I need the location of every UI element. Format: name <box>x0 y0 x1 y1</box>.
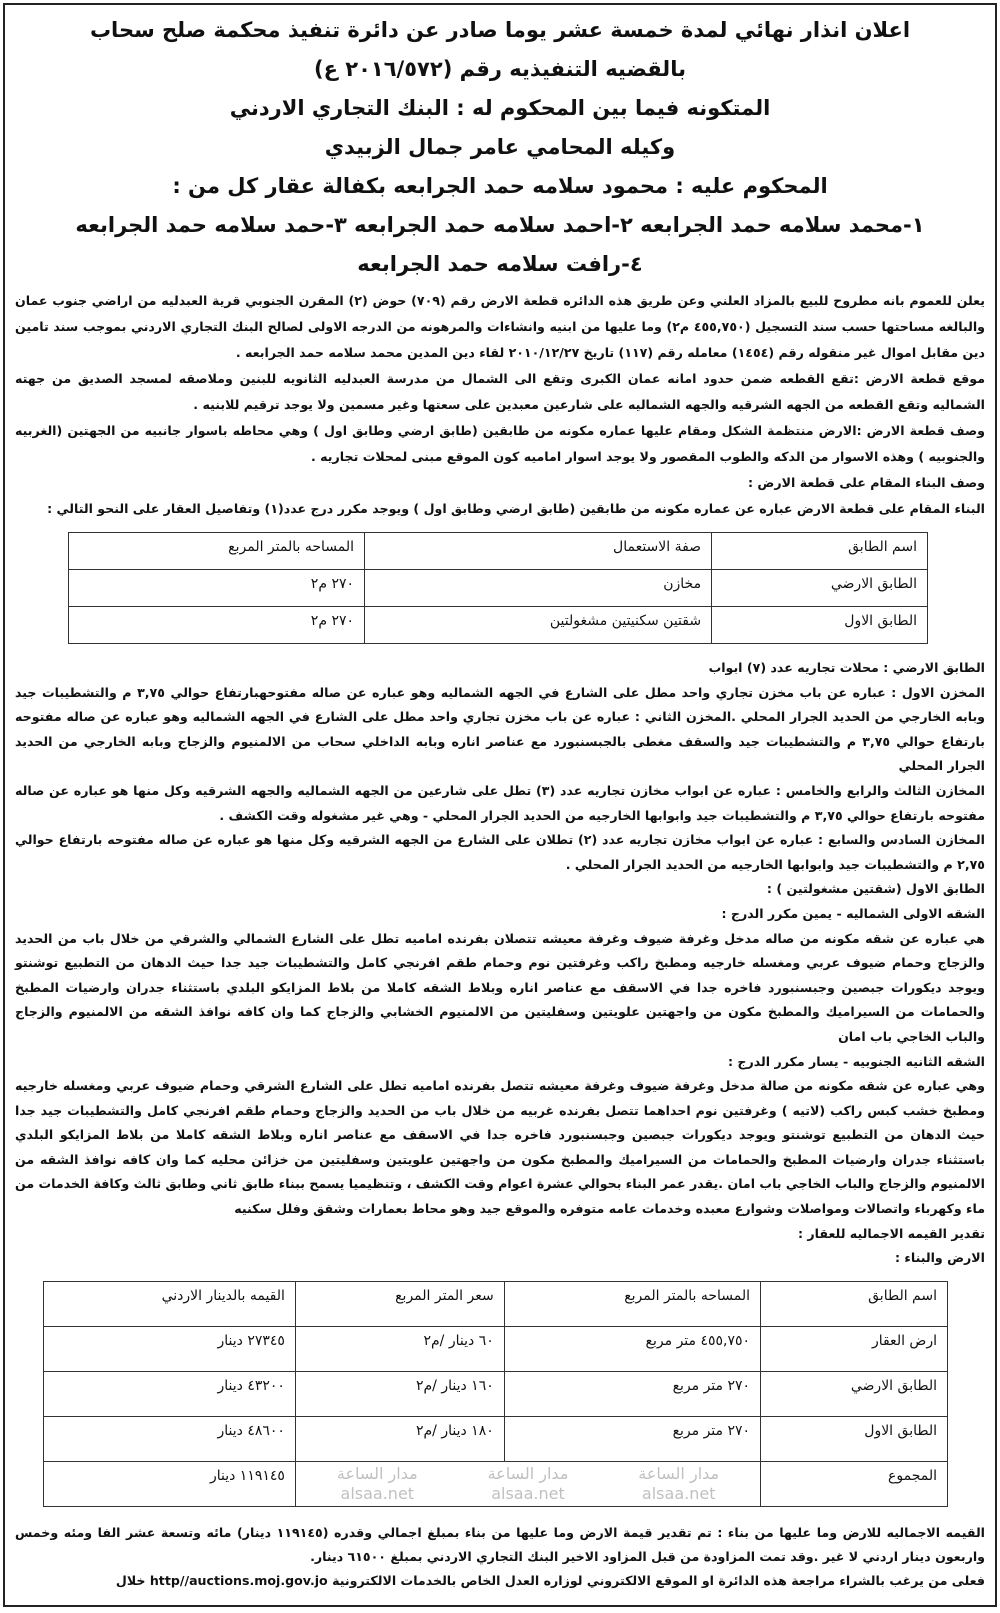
notice-frame <box>3 3 997 1607</box>
table-header-cell: القيمه بالدينار الاردني <box>44 1281 296 1326</box>
table-total-row <box>44 1461 948 1506</box>
table-cell: ٦٠ دينار /م٢ <box>295 1326 504 1371</box>
watermark-group <box>302 1464 754 1504</box>
paragraph: يعلن للعموم بانه مطروح للبيع بالمزاد العلني وعن طريق هذه الدائره قطعة الارض رقم (٧٠٩) حوض (٢) المقرن الجنوبي قرية العبدليه من اراضي جنوب عمان والبالغه مساحتها حسب سند التسجيل (٤٥٥,٧٥٠ م٢) وما عليها من ابنيه وانشاءات والمرهونه من الدرجه الاولى لصالح البنك التجاري الاردني بموجب سند تامين دين مقابل اموال غير منقوله رقم (١٤٥٤) معامله رقم (١١٧) تاريخ ٢٠١٠/١٢/٢٧ لقاء دين المدين محمد سلامه حمد الجرابعه . <box>15 293 986 360</box>
watermark <box>337 1464 418 1504</box>
table-cell: ٢٧٠ متر مربع <box>504 1416 760 1461</box>
paragraph: الطابق الاول (شقتين مشغولتين ) : <box>766 881 985 897</box>
table-row <box>69 570 928 607</box>
table-cell: ٢٧٠ متر مربع <box>504 1371 760 1416</box>
header-line: بالقضيه التنفيذيه رقم (٢٠١٦/٥٧٢ ع) <box>314 57 686 81</box>
table-cell: ١٦٠ دينار /م٢ <box>295 1371 504 1416</box>
paragraph: تقدير القيمه الاجماليه للعقار : <box>797 1225 985 1241</box>
table-cell: ٤٨٦٠٠ دينار <box>44 1416 296 1461</box>
header-line: المحكوم عليه : محمود سلامه حمد الجرابعه بكفالة عقار كل من : <box>172 174 828 198</box>
empty-cell <box>295 1461 760 1506</box>
watermark-line: alsaa.net <box>340 1483 415 1503</box>
table-header-cell: صفة الاستعمال <box>365 533 712 570</box>
watermark-line: alsaa.net <box>491 1483 565 1503</box>
table-header-cell: المساحه بالمتر المربع <box>504 1281 760 1326</box>
watermark-line: مدار الساعة <box>336 1463 418 1483</box>
total-label: المجموع <box>761 1461 948 1506</box>
valuation-table <box>43 1281 948 1507</box>
paragraph: المخزن الاول : عباره عن باب مخزن تجاري واحد مطل على الشارع في الجهه الشماليه وهو عباره عن صاله مفتوحهبارتفاع حوالي ٣,٧٥ م والتشطيبات جيد وبابه الخارجي من الحديد الجرار المحلي .المخزن الثاني : عباره عن باب مخزن تجاري واحد مطل على الشارع في الجهه الشماليه وهو عباره عن صاله مفتوحه بارتفاع حوالي ٣,٧٥ م والتشطيبات جيد والسقف مغطى بالجبسنبورد مع عناصر اناره وبابه الداخلي سحاب من الالمنيوم والزجاج وبابه الخارجي من الحديد الجرار المحلي <box>15 684 985 774</box>
table-cell: مخازن <box>365 570 712 607</box>
table-header-row <box>69 533 928 570</box>
header-line: اعلان انذار نهائي لمدة خمسة عشر يوما صادر عن دائرة تنفيذ محكمة صلح سحاب <box>89 18 911 42</box>
total-value: ١١٩١٤٥ دينار <box>44 1461 296 1506</box>
paragraph: وصف قطعة الارض :الارض منتظمة الشكل ومقام عليها عماره مكونه من طابقين (طابق ارضي وطابق اول ) وهي محاطه باسوار جانبيه من الجهتين (الغربيه والجنوبيه ) وهذه الاسوار من الدكه والطوب المقصور ولا يوجد اسوار اماميه كون الموقع مبنى لمحلات تجاريه . <box>15 423 985 464</box>
floors-table <box>68 532 928 644</box>
header-line: وكيله المحامي عامر جمال الزبيدي <box>324 135 676 159</box>
watermark-line: alsaa.net <box>641 1483 716 1503</box>
table-row <box>44 1416 948 1461</box>
paragraph: موقع قطعة الارض :تقع القطعه ضمن حدود امانه عمان الكبرى وتقع الى الشمال من مدرسة العبدليه الثانويه للبنين وملاصقه لمسجد الصديق من جهته الشماليه وتقع القطعه من الجهه الشرقيه والجهه الشماليه على شارعين معبدين على سعتها وغير مسمين ولا يوجد ترقيم للابنيه . <box>15 371 985 412</box>
table-cell: شقتين سكنيتين مشغولتين <box>365 607 712 644</box>
watermark-line: مدار الساعة <box>638 1463 720 1483</box>
paragraph: الشقه الاولى الشماليه - يمين مكرر الدرج : <box>721 905 985 921</box>
watermark-line: مدار الساعة <box>487 1463 569 1483</box>
building-details <box>15 656 985 1271</box>
table-cell: ٤٥٥,٧٥٠ متر مربع <box>504 1326 760 1371</box>
header-line: ١-محمد سلامه حمد الجرابعه ٢-احمد سلامه حمد الجرابعه ٣-حمد سلامه حمد الجرابعه <box>75 213 925 237</box>
table-header-cell: اسم الطابق <box>761 1281 948 1326</box>
paragraph: الارض والبناء : <box>894 1250 985 1266</box>
table-header-cell: المساحه بالمتر المربع <box>69 533 365 570</box>
paragraph: فعلى من يرغب بالشراء مراجعة هذه الدائرة او الموقع الالكتروني لوزاره العدل الخاص بالخدمات الالكترونية http//auctions.moj.gov.jo خلال <box>115 1572 985 1588</box>
table-header-cell: سعر المتر المربع <box>295 1281 504 1326</box>
table-cell: ٢٧٠ م٢ <box>69 570 365 607</box>
table-row <box>44 1326 948 1371</box>
notice-header <box>15 11 985 284</box>
paragraph: الطابق الارضي : محلات تجاريه عدد (٧) ابواب <box>708 660 985 675</box>
table-cell: ١٨٠ دينار /م٢ <box>295 1416 504 1461</box>
paragraph: المخازن الثالث والرابع والخامس : عباره عن ابواب مخازن تجاريه عدد (٣) تطل على شارعين من الجهه الشماليه والجهه الشرقيه وكل منها هو عباره عن صاله مفتوحه بارتفاع حوالي ٣,٧٥ م والتشطيبات جيد وابوابها الخارجيه من الحديد الجرار المحلي - وهي غير مشغوله وقت الكشف . <box>15 782 985 823</box>
table-cell: الطابق الاول <box>712 607 928 644</box>
table-cell: ٢٧٣٤٥ دينار <box>44 1326 296 1371</box>
paragraph: الشقه الثانيه الجنوبيه - يسار مكرر الدرج : <box>728 1053 985 1069</box>
header-line: المتكونه فيما بين المحكوم له : البنك التجاري الاردني <box>229 96 771 120</box>
paragraph: المخازن السادس والسابع : عباره عن ابواب مخازن تجاريه عدد (٢) تطلان على الشارع من الجهه الشرقيه وكل منها هو عباره عن صاله مفتوحه بارتفاع حوالي ٢,٧٥ م والتشطيبات جيد وابوابها الخارجيه من الحديد الجرار المحلي . <box>15 832 985 872</box>
table-cell: ٢٧٠ م٢ <box>69 607 365 644</box>
paragraph: وصف البناء المقام على قطعة الارض : <box>748 475 985 490</box>
table-cell: الطابق الارضي <box>712 570 928 607</box>
watermark <box>488 1464 569 1504</box>
header-line: ٤-رافت سلامه حمد الجرابعه <box>357 252 643 276</box>
paragraph: هي عباره عن شقه مكونه من صاله مدخل وغرفة ضيوف وغرفة معيشه تتصلان بفرنده اماميه تطل على الشارع الشمالي والشرقي من خلال باب من الحديد والزجاج وحمام ضيوف عربي ومغسله خارجيه ومطبخ راكب وغرفتين نوم وحمام طقم افرنجي كامل والتشطيبات جيد جدا حيث الدهان من التطبيع توشنتو ويوجد ديكورات جبصين وجبسنبورد فاخره جدا في الاسقف مع عناصر اناره وبلاط الشقه كاملا من بلاط المزايكو البلدي باستثناء جدران وارضيات المطبخ والحمامات من السيراميك والمطبخ مكون من واجهتين علويتين وسفليتين من الالمنيوم الخشابي والزجاج كما وان كافه نوافذ الشقه من الالمنيوم والزجاج والباب الخاجي باب امان <box>15 930 985 1044</box>
table-header-cell: اسم الطابق <box>712 533 928 570</box>
table-row <box>69 607 928 644</box>
paragraph: القيمه الاجماليه للارض وما عليها من بناء : تم تقدير قيمة الارض وما عليها من بناء بمبلغ اجمالي وقدره (١١٩١٤٥ دينار) مائه وتسعة عشر الفا ومئه وخمس واربعون دينار اردني لا غير .وقد تمت المزاودة من قبل المزاود الاخير البنك التجاري الاردني بمبلغ ٦١٥٠٠ دينار. <box>15 1524 985 1564</box>
paragraph: وهي عباره عن شقه مكونه من صالة مدخل وغرفة ضيوف وغرفة معيشه تتصل بفرنده اماميه تطل على الشارع الشرقي وحمام ضيوف عربي ومغسله خارجيه ومطبخ خشب كبس راكب (لاتيه ) وغرفتين نوم احداهما تتصل بفرنده غربيه من خلال باب من الحديد والزجاج وحمام طقم افرنجي كامل والتشطيبات جيد جدا حيث الدهان من التطبيع توشنتو ويوجد ديكورات جبصين وجبسنبورد فاخره جدا في الاسقف مع عناصر اناره وبلاط الشقه كاملا من بلاط المزايكو البلدي باستثناء جدران وارضيات المطبخ والحمامات من السيراميك والمطبخ مكون من واجهتين علويتين وسفليتين من خزائن محليه كما وان كافه نوافذ الشقه من الالمنيوم والزجاج والباب الخاجي باب امان .يقدر عمر البناء بحوالي عشرة اعوام وقت الكشف ، وتنظيميا يسمح ببناء طابق ثاني وطابق ثالث وكافة الخدمات من ماء وكهرباء واتصالات ومواصلات وشوارع معبده وخدمات عامه متوفره والموقع جيد وهو محاط بعمارات وشقق وفلل سكنيه <box>15 1078 985 1217</box>
paragraph: البناء المقام على قطعة الارض عباره عن عماره مكونه من طابقين (طابق ارضي وطابق اول ) ويوجد مكرر درج عدد(١) وتفاصيل العقار على النحو التالي : <box>47 501 985 516</box>
table-row <box>44 1371 948 1416</box>
property-description <box>15 288 985 522</box>
table-cell: الطابق الاول <box>761 1416 948 1461</box>
valuation-summary <box>15 1521 985 1593</box>
table-cell: ارض العقار <box>761 1326 948 1371</box>
watermark <box>638 1464 719 1504</box>
table-cell: ٤٣٢٠٠ دينار <box>44 1371 296 1416</box>
table-header-row <box>44 1281 948 1326</box>
table-cell: الطابق الارضي <box>761 1371 948 1416</box>
